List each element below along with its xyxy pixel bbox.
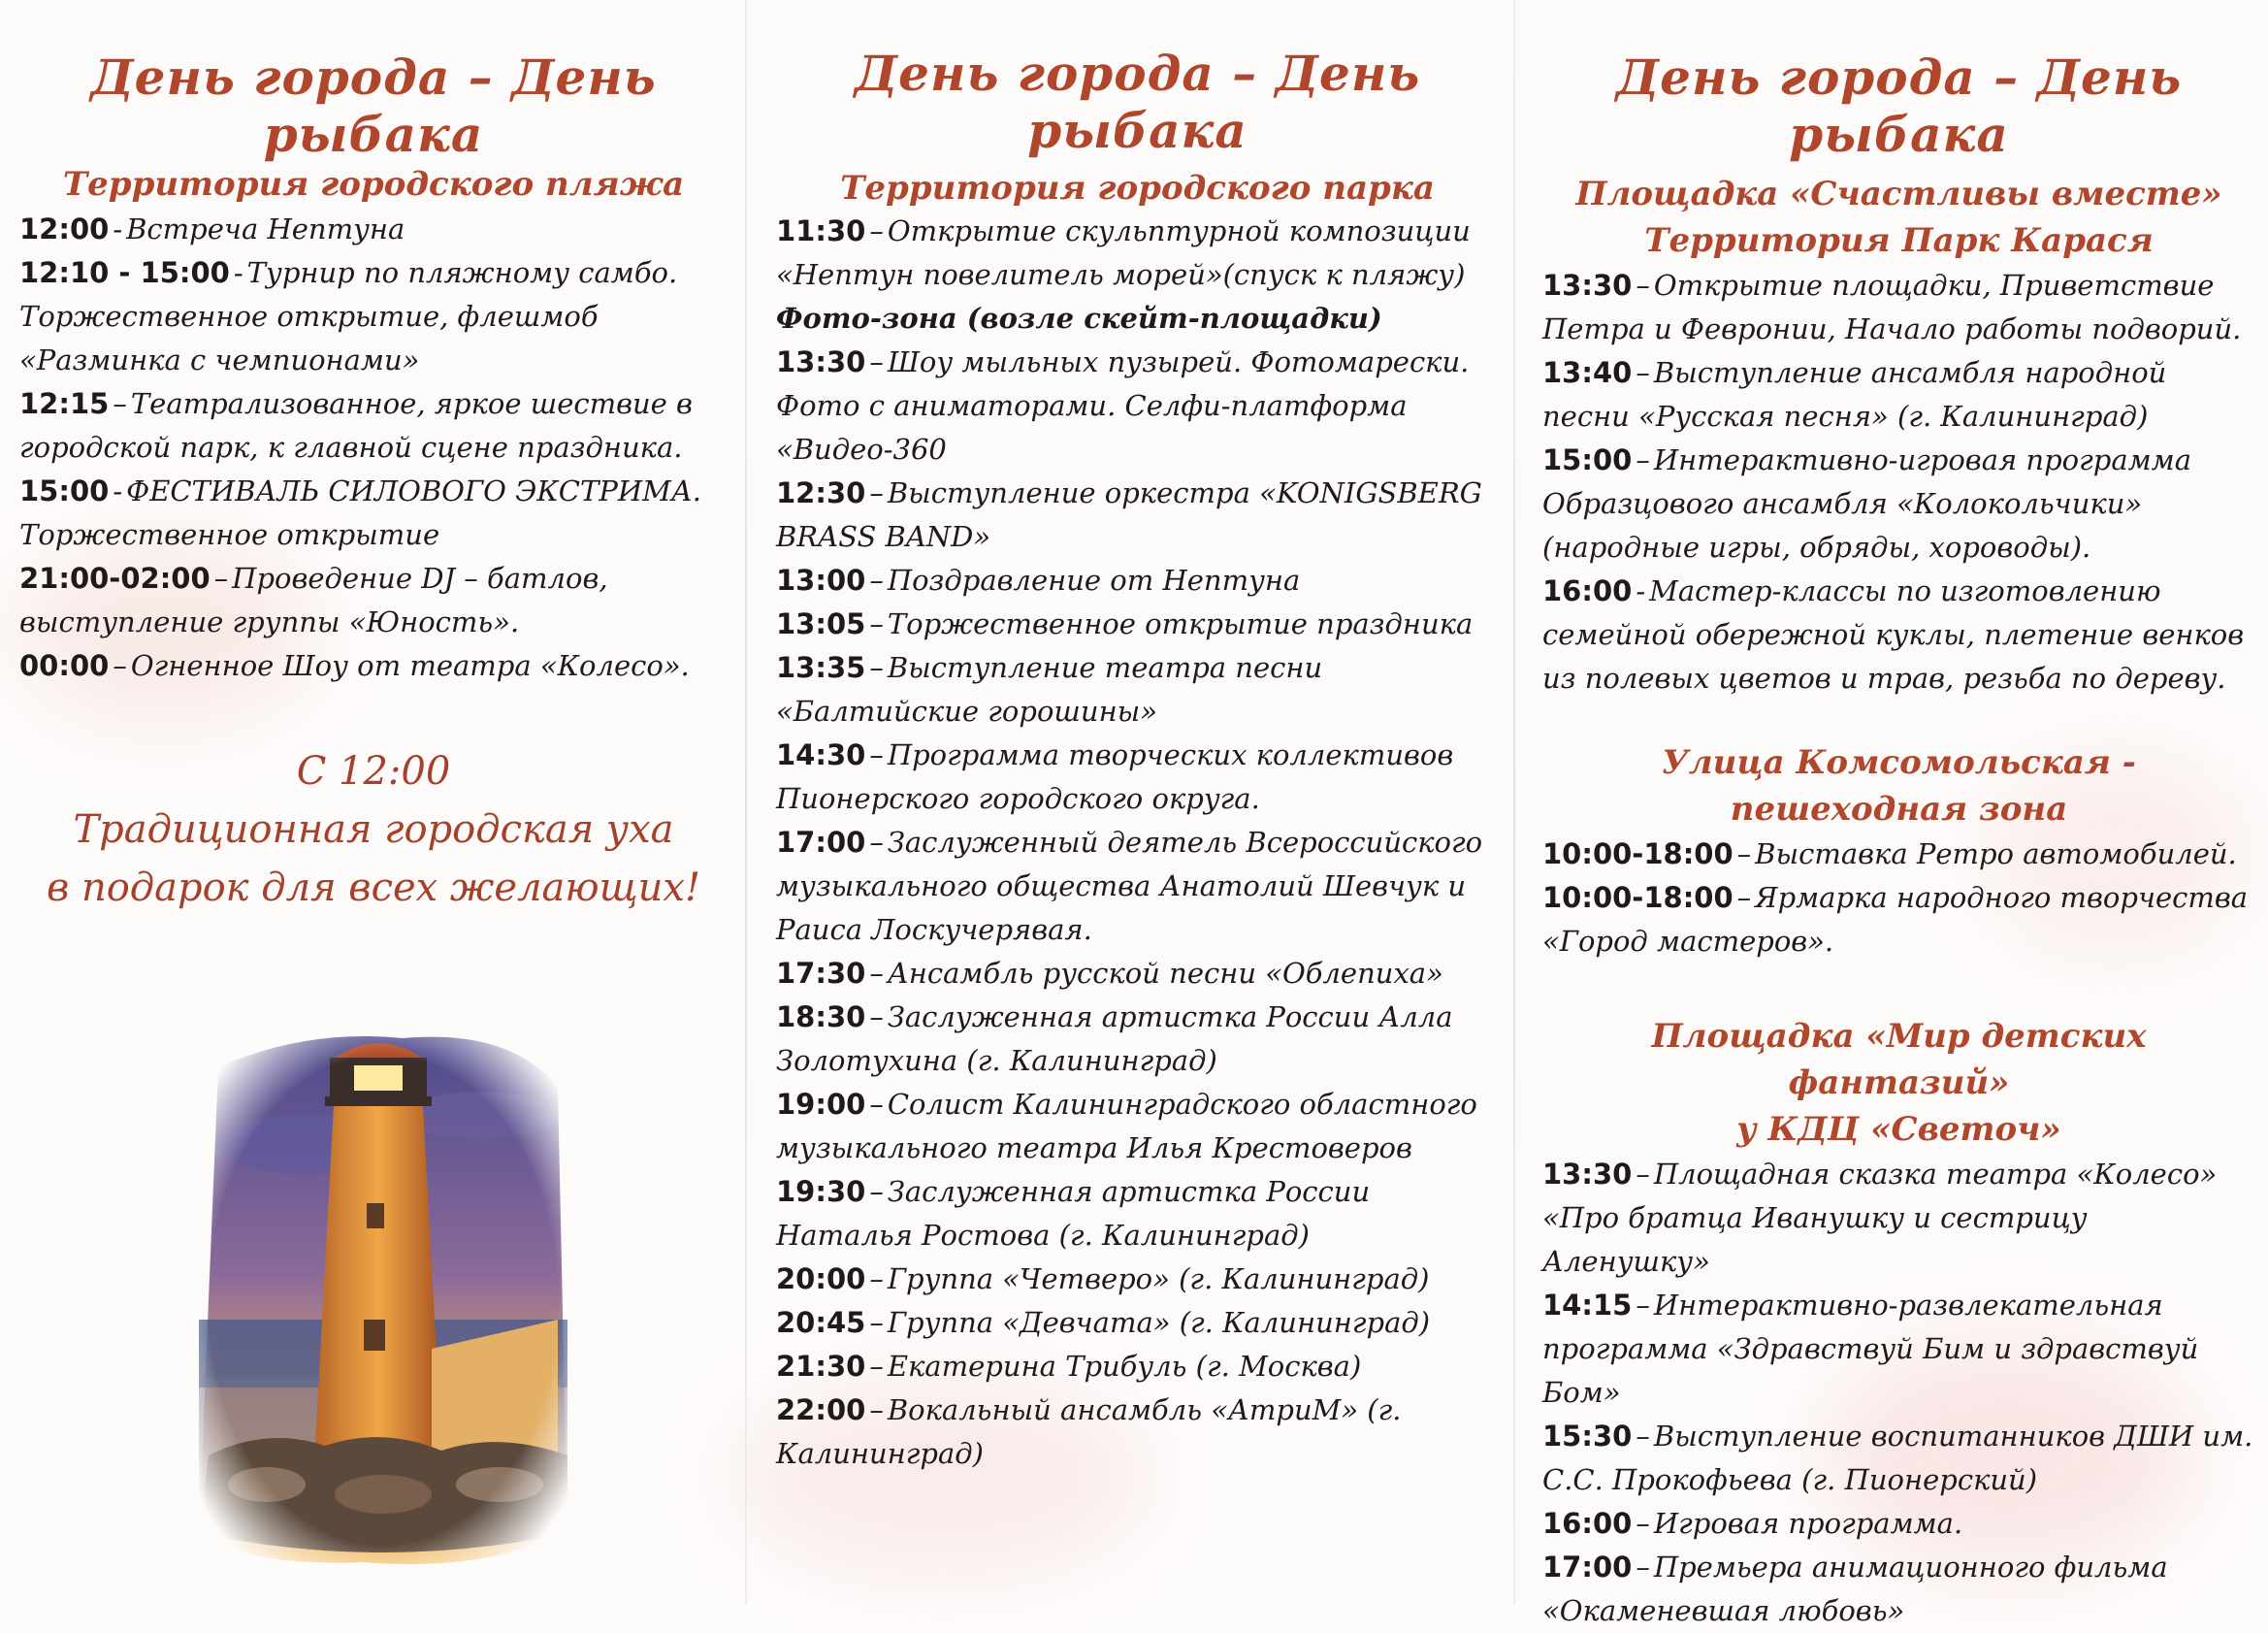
time-label: 00:00 xyxy=(19,649,110,682)
separator: – xyxy=(1636,1289,1650,1322)
event-text: Группа «Девчата» (г. Калининград) xyxy=(887,1306,1431,1339)
event-text: Ансамбль русской песни «Облепиха» xyxy=(887,957,1443,990)
event-text: Поздравление от Нептуна xyxy=(887,564,1301,597)
promo-line: Традиционная городская уха xyxy=(73,807,674,852)
separator: – xyxy=(113,649,127,682)
event-text: Театрализованное, яркое шествие в городской парк, к главной сцене праздника. xyxy=(19,387,693,464)
section-subheading: пешеходная зона xyxy=(1730,790,2068,829)
list-item xyxy=(776,472,1499,559)
time-label: 13:30 xyxy=(1542,269,1633,302)
separator: – xyxy=(869,1393,884,1426)
event-text: Группа «Четверо» (г. Калининград) xyxy=(887,1262,1430,1295)
list-item xyxy=(776,1083,1499,1170)
separator: – xyxy=(869,345,884,378)
list-item xyxy=(776,1170,1499,1257)
separator: – xyxy=(1736,881,1752,914)
time-label: 15:00 xyxy=(19,474,110,507)
promo-line: в подарок для всех желающих! xyxy=(46,865,701,910)
time-label: 22:00 xyxy=(776,1393,866,1426)
list-item xyxy=(776,646,1499,734)
fold-line-left xyxy=(745,0,747,1605)
event-text: Интерактивно-развлекательная программа «Здравствуй Бим и здравствуй Бом» xyxy=(1542,1289,2199,1409)
time-label: 19:30 xyxy=(776,1175,866,1208)
list-item xyxy=(19,251,728,382)
section-heading: Площадка «Мир детских фантазий» xyxy=(1651,1017,2147,1102)
time-label: 17:30 xyxy=(776,957,866,990)
separator: - xyxy=(113,474,123,507)
time-label: 21:00-02:00 xyxy=(19,562,211,595)
list-item xyxy=(776,1257,1499,1301)
schedule-list xyxy=(1542,264,2255,701)
separator: – xyxy=(869,1350,884,1383)
time-label: 13:30 xyxy=(1542,1158,1633,1191)
event-text: Вокальный ансамбль «АтриМ» (г. Калининград) xyxy=(776,1393,1402,1470)
time-label: 17:00 xyxy=(776,826,866,859)
time-label: 17:00 xyxy=(1542,1551,1633,1584)
separator: – xyxy=(1736,837,1752,870)
separator: - xyxy=(113,212,123,245)
schedule-list xyxy=(19,208,728,688)
time-label: 14:30 xyxy=(776,738,866,771)
event-text: Выставка Ретро автомобилей. xyxy=(1755,837,2237,870)
list-item xyxy=(776,734,1499,821)
separator: – xyxy=(869,957,884,990)
separator: – xyxy=(1636,1507,1650,1540)
event-text: Игровая программа. xyxy=(1653,1507,1963,1540)
separator: – xyxy=(213,562,229,595)
separator: – xyxy=(113,387,127,420)
event-text: Екатерина Трибуль (г. Москва) xyxy=(887,1350,1362,1383)
separator: – xyxy=(1636,1420,1650,1453)
separator: - xyxy=(1636,574,1646,607)
event-text: Программа творческих коллективов Пионерского городского округа. xyxy=(776,738,1454,815)
time-label: 20:00 xyxy=(776,1262,866,1295)
list-item xyxy=(776,952,1499,996)
list-item xyxy=(776,821,1499,952)
separator: – xyxy=(869,607,884,640)
list-item xyxy=(1542,264,2255,351)
section-subheading: у КДЦ «Светоч» xyxy=(1736,1110,2061,1149)
list-item xyxy=(1542,570,2255,701)
column-venues xyxy=(1542,0,2255,1627)
separator: – xyxy=(869,1306,884,1339)
column-park xyxy=(776,0,1499,1605)
list-item xyxy=(776,1345,1499,1388)
separator: – xyxy=(1636,1158,1650,1191)
list-item xyxy=(776,297,1499,341)
separator: – xyxy=(869,1000,884,1033)
event-text: Выступление воспитанников ДШИ им. С.С. Прокофьева (г. Пионерский) xyxy=(1542,1420,2253,1496)
event-text: Встреча Нептуна xyxy=(126,212,405,245)
fold-line-right xyxy=(1513,0,1515,1605)
time-label: 13:00 xyxy=(776,564,866,597)
event-text: Площадная сказка театра «Колесо» «Про братца Иванушку и сестрицу Аленушку» xyxy=(1542,1158,2218,1278)
separator: – xyxy=(869,1175,884,1208)
event-text: Открытие скульптурной композиции «Нептун повелитель морей»(спуск к пляжу) xyxy=(776,214,1471,291)
event-text: Выступление оркестра «KONIGSBERG BRASS BAND» xyxy=(776,476,1482,553)
time-label: 14:15 xyxy=(1542,1289,1633,1322)
list-item xyxy=(1542,439,2255,570)
section-childrens-fantasy xyxy=(1542,1013,2255,1633)
list-item xyxy=(1542,1153,2255,1284)
time-label: 12:30 xyxy=(776,476,866,509)
time-label: 13:40 xyxy=(1542,356,1633,389)
time-label: 13:05 xyxy=(776,607,866,640)
page-title: День города – День рыбака xyxy=(1615,49,2183,163)
list-item xyxy=(1542,1284,2255,1415)
page-title: День города – День рыбака xyxy=(90,49,657,163)
section-heading: Территория городского пляжа xyxy=(62,165,685,204)
separator: – xyxy=(869,651,884,684)
time-label: 15:00 xyxy=(1542,443,1633,476)
page-title: День города – День рыбака xyxy=(854,45,1421,159)
section-heading: Площадка «Счастливы вместе» xyxy=(1575,175,2222,213)
event-text: Шоу мыльных пузырей. Фотомарески. Фото с аниматорами. Селфи-платформа «Видео-360 xyxy=(776,345,1470,466)
time-label: 13:35 xyxy=(776,651,866,684)
list-item xyxy=(1542,1546,2255,1633)
schedule-list xyxy=(1542,833,2255,963)
list-item xyxy=(1542,876,2255,963)
list-item xyxy=(776,1388,1499,1476)
section-komsomolskaya xyxy=(1542,739,2255,963)
time-label: 11:30 xyxy=(776,214,866,247)
list-item xyxy=(19,208,728,251)
separator: – xyxy=(1636,269,1650,302)
event-text: Торжественное открытие праздника xyxy=(887,607,1474,640)
list-item xyxy=(19,470,728,557)
promo-block xyxy=(19,742,728,917)
schedule-list xyxy=(776,210,1499,1476)
list-item xyxy=(19,382,728,470)
schedule-list xyxy=(1542,1153,2255,1633)
time-label: 19:00 xyxy=(776,1088,866,1121)
time-label: 12:00 xyxy=(19,212,110,245)
event-text: Огненное Шоу от театра «Колесо». xyxy=(130,649,690,682)
event-text: Выступление ансамбля народной песни «Русская песня» (г. Калининград) xyxy=(1542,356,2167,433)
time-label: 15:30 xyxy=(1542,1420,1633,1453)
list-item xyxy=(776,603,1499,646)
separator: – xyxy=(869,1088,884,1121)
list-item xyxy=(776,996,1499,1083)
event-text: Заслуженная артистка России Наталья Ростова (г. Калининград) xyxy=(776,1175,1371,1252)
event-text: Открытие площадки, Приветствие Петра и Февронии, Начало работы подворий. xyxy=(1542,269,2242,345)
time-label: 12:15 xyxy=(19,387,110,420)
list-item xyxy=(776,341,1499,472)
list-item xyxy=(19,644,728,688)
lighthouse-illustration xyxy=(189,1029,577,1572)
separator: – xyxy=(1636,443,1650,476)
time-label: 16:00 xyxy=(1542,574,1633,607)
event-text: Премьера анимационного фильма «Окаменевшая любовь» xyxy=(1542,1551,2168,1627)
list-item xyxy=(19,557,728,644)
promo-line: С 12:00 xyxy=(296,749,451,794)
list-item xyxy=(776,210,1499,297)
event-text: Фото-зона (возле скейт-площадки) xyxy=(776,302,1382,335)
list-item xyxy=(1542,351,2255,439)
separator: – xyxy=(869,564,884,597)
separator: – xyxy=(1636,356,1650,389)
separator: – xyxy=(1636,1551,1650,1584)
event-text: Мастер-классы по изготовлению семейной обережной куклы, плетение венков из полевых цветов и трав, резьба по дереву. xyxy=(1542,574,2245,695)
event-text: Интерактивно-игровая программа Образцового ансамбля «Колокольчики» (народные игры, обряды, хороводы). xyxy=(1542,443,2191,564)
list-item xyxy=(1542,1502,2255,1546)
separator: – xyxy=(869,476,884,509)
event-text: Турнир по пляжному самбо. Торжественное открытие, флешмоб «Разминка с чемпионами» xyxy=(19,256,678,376)
separator: - xyxy=(233,256,243,289)
time-label: 18:30 xyxy=(776,1000,866,1033)
separator: – xyxy=(869,1262,884,1295)
column-beach xyxy=(19,0,728,1605)
separator: – xyxy=(869,738,884,771)
list-item xyxy=(1542,1415,2255,1502)
section-subheading: Территория Парк Карася xyxy=(1644,221,2154,260)
time-label: 16:00 xyxy=(1542,1507,1633,1540)
list-item xyxy=(776,559,1499,603)
event-text: Заслуженная артистка России Алла Золотухина (г. Калининград) xyxy=(776,1000,1453,1077)
event-text: Заслуженный деятель Всероссийского музыкального общества Анатолий Шевчук и Раиса Лоскучерявая. xyxy=(776,826,1483,946)
section-heading: Улица Комсомольская - xyxy=(1662,743,2136,782)
time-label: 10:00-18:00 xyxy=(1542,881,1733,914)
time-label: 12:10 - 15:00 xyxy=(19,256,230,289)
event-text: Солист Калининградского областного музыкального театра Илья Крестоверов xyxy=(776,1088,1477,1164)
time-label: 20:45 xyxy=(776,1306,866,1339)
separator: – xyxy=(869,826,884,859)
event-text: ФЕСТИВАЛЬ СИЛОВОГО ЭКСТРИМА. Торжественное открытие xyxy=(19,474,701,551)
time-label: 21:30 xyxy=(776,1350,866,1383)
time-label: 13:30 xyxy=(776,345,866,378)
event-text: Выступление театра песни «Балтийские горошины» xyxy=(776,651,1323,728)
time-label: 10:00-18:00 xyxy=(1542,837,1733,870)
section-heading: Территория городского парка xyxy=(840,169,1435,208)
section-happy-together xyxy=(1542,171,2255,701)
list-item xyxy=(776,1301,1499,1345)
separator: – xyxy=(869,214,884,247)
event-text: Ярмарка народного творчества «Город мастеров». xyxy=(1542,881,2249,958)
list-item xyxy=(1542,833,2255,876)
event-text: Проведение DJ – батлов, выступление группы «Юность». xyxy=(19,562,608,638)
